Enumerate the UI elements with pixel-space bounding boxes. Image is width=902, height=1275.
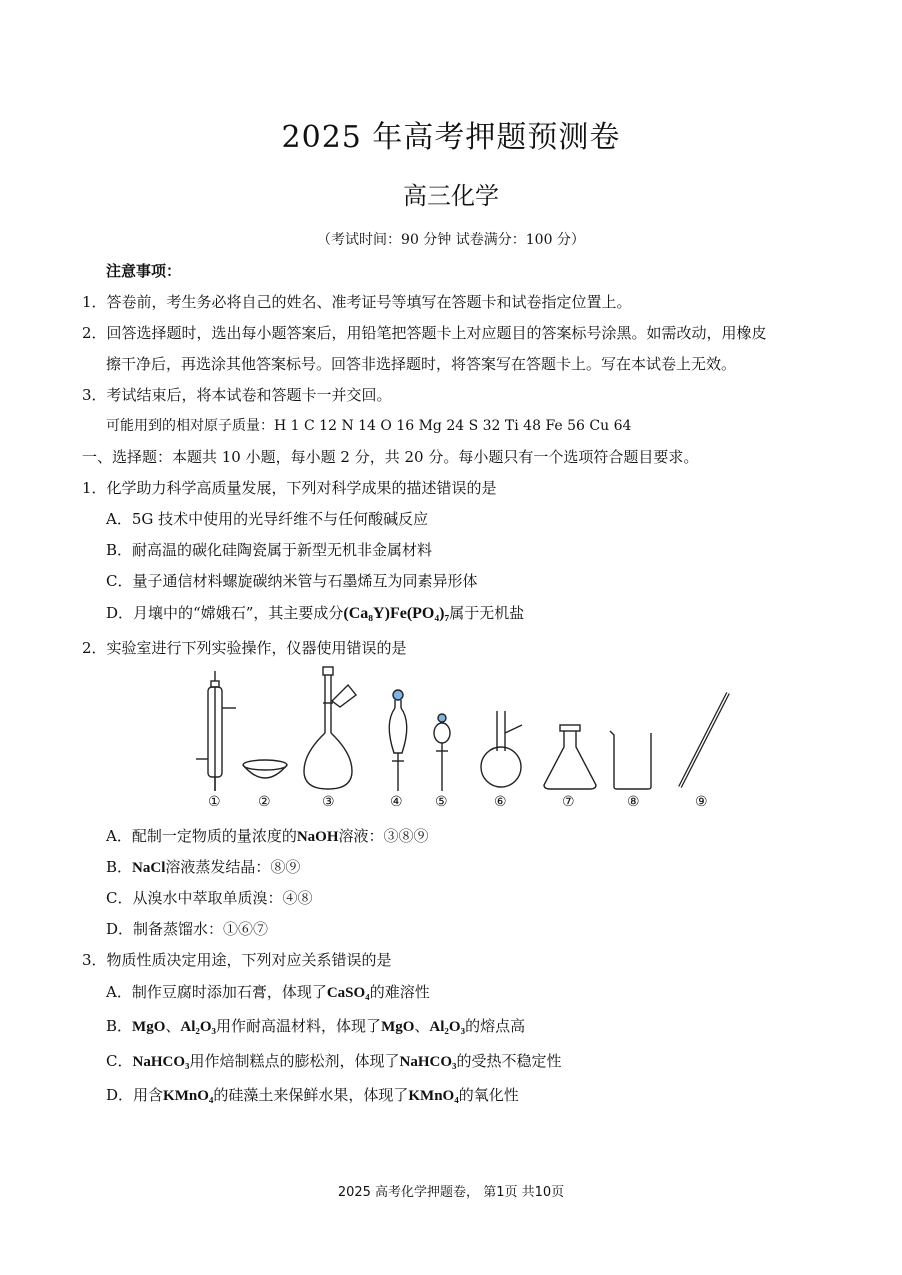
- q1-option-b: B．耐高温的碳化硅陶瓷属于新型无机非金属材料: [106, 541, 433, 559]
- q2-option-b-text: B．: [106, 858, 133, 876]
- glass-rod-icon: [680, 693, 728, 787]
- label-5: ⑤: [435, 794, 448, 810]
- q3-c-suffix: 的受热不稳定性: [456, 1052, 562, 1070]
- label-6: ⑥: [494, 794, 507, 810]
- label-7: ⑦: [562, 794, 575, 810]
- q1-option-d-suffix: 属于无机盐: [449, 604, 525, 622]
- condenser-icon: [196, 671, 236, 791]
- q3-option-b-text: B．: [106, 1017, 133, 1035]
- distilling-flask-icon: [481, 711, 522, 787]
- notice-item-1: 1．答卷前，考生务必将自己的姓名、准考证号等填写在答题卡和试卷指定位置上。: [82, 293, 632, 311]
- q3-b-formula-2: Al₂O₃: [180, 1019, 217, 1035]
- page-footer: 2025 高考化学押题卷， 第1页 共10页: [337, 1185, 565, 1200]
- q3-option-a: [106, 981, 430, 1002]
- q1-stem: 1．化学助力科学高质量发展，下列对科学成果的描述错误的是: [82, 479, 497, 497]
- q3-b-mid: 用作耐高温材料，体现了: [216, 1017, 382, 1035]
- beaker-icon: [610, 731, 651, 789]
- q3-option-b: [106, 1015, 525, 1036]
- page-title: 2025 年高考押题预测卷: [281, 120, 621, 155]
- q2-a-formula: NaOH: [296, 829, 339, 845]
- q3-b-formula-3: MgO: [381, 1019, 415, 1035]
- q3-option-a-text: A．制作豆腐时添加石膏，体现了: [106, 983, 327, 1001]
- exam-info: （考试时间：90 分钟 试卷满分：100 分）: [317, 232, 585, 248]
- q3-b-sep: 、: [165, 1017, 181, 1035]
- notice-item-3: 3．考试结束后，将本试卷和答题卡一并交回。: [82, 386, 392, 404]
- q3-c-mid: 用作焙制糕点的膨松剂，体现了: [189, 1052, 400, 1070]
- q2-option-a: [106, 825, 429, 846]
- q3-b-formula-1: MgO: [132, 1019, 166, 1035]
- q3-b-formula-4: Al₂O₃: [429, 1019, 466, 1035]
- separatory-funnel-icon: [389, 690, 407, 791]
- notice-item-2-cont: 擦干净后，再选涂其他答案标号。回答非选择题时，将答案写在答题卡上。写在本试卷上无效。: [106, 355, 737, 373]
- q2-option-b: [106, 856, 300, 877]
- q1-option-a: A．5G 技术中使用的光导纤维不与任何酸碱反应: [106, 510, 429, 528]
- q2-b-formula: NaCl: [132, 860, 166, 876]
- q3-option-d-text: D．用含: [106, 1086, 164, 1104]
- q2-option-c: C．从溴水中萃取单质溴：④⑧: [106, 889, 313, 907]
- q3-option-c-text: C．: [106, 1052, 133, 1070]
- q2-option-a-suffix: 溶液：③⑧⑨: [338, 827, 429, 845]
- q3-a-formula: CaSO₄: [326, 985, 370, 1001]
- atomic-masses: 可能用到的相对原子质量：H 1 C 12 N 14 O 16 Mg 24 S 32 Ti 48 Fe 56 Cu 64: [106, 418, 632, 434]
- q3-d-formula-1: KMnO₄: [163, 1088, 214, 1104]
- q3-stem: 3．物质性质决定用途，下列对应关系错误的是: [82, 951, 392, 969]
- label-1: ①: [208, 794, 221, 810]
- notice-heading: 注意事项：: [106, 262, 182, 280]
- q1-option-d: [106, 602, 524, 623]
- q3-d-formula-2: KMnO₄: [408, 1088, 459, 1104]
- notice-item-2: 2．回答选择题时，选出每小题答案后，用铅笔把答题卡上对应题目的答案标号涂黑。如需改动，用橡皮: [82, 324, 767, 342]
- q3-b-suffix: 的熔点高: [465, 1017, 526, 1035]
- q3-d-suffix: 的氧化性: [458, 1086, 519, 1104]
- q3-c-formula-2: NaHCO₃: [399, 1054, 457, 1070]
- q3-option-c: [106, 1050, 562, 1071]
- q1-formula: (Ca₈Y)Fe(PO₄)₇: [343, 605, 450, 622]
- label-2: ②: [258, 794, 271, 810]
- q2-stem: 2．实验室进行下列实验操作，仪器使用错误的是: [82, 639, 407, 657]
- q3-c-formula-1: NaHCO₃: [132, 1054, 190, 1070]
- q3-option-d: [106, 1084, 519, 1105]
- label-3: ③: [322, 794, 335, 810]
- q3-option-a-suffix: 的难溶性: [369, 983, 430, 1001]
- q1-option-c: C．量子通信材料螺旋碳纳米管与石墨烯互为同素异形体: [106, 572, 478, 590]
- label-4: ④: [390, 794, 403, 810]
- evaporating-dish-icon: [243, 760, 287, 778]
- q2-option-b-suffix: 溶液蒸发结晶：⑧⑨: [165, 858, 301, 876]
- q1-option-d-text: D．月壤中的“嫦娥石”，其主要成分: [106, 604, 344, 622]
- label-9: ⑨: [695, 794, 708, 810]
- q3-d-mid: 的硅藻土来保鲜水果，体现了: [213, 1086, 409, 1104]
- label-8: ⑧: [627, 794, 640, 810]
- volumetric-flask-icon: [304, 667, 356, 789]
- conical-flask-icon: [544, 725, 596, 789]
- section-1-heading: 一、选择题：本题共 10 小题，每小题 2 分，共 20 分。每小题只有一个选项符合题目要求。: [82, 448, 699, 466]
- q3-b-sep-2: 、: [414, 1017, 430, 1035]
- dropping-funnel-icon: [434, 714, 450, 791]
- q2-option-d: D．制备蒸馏水：①⑥⑦: [106, 920, 269, 938]
- page-subtitle: 高三化学: [403, 182, 499, 210]
- q2-option-a-text: A．配制一定物质的量浓度的: [106, 827, 297, 845]
